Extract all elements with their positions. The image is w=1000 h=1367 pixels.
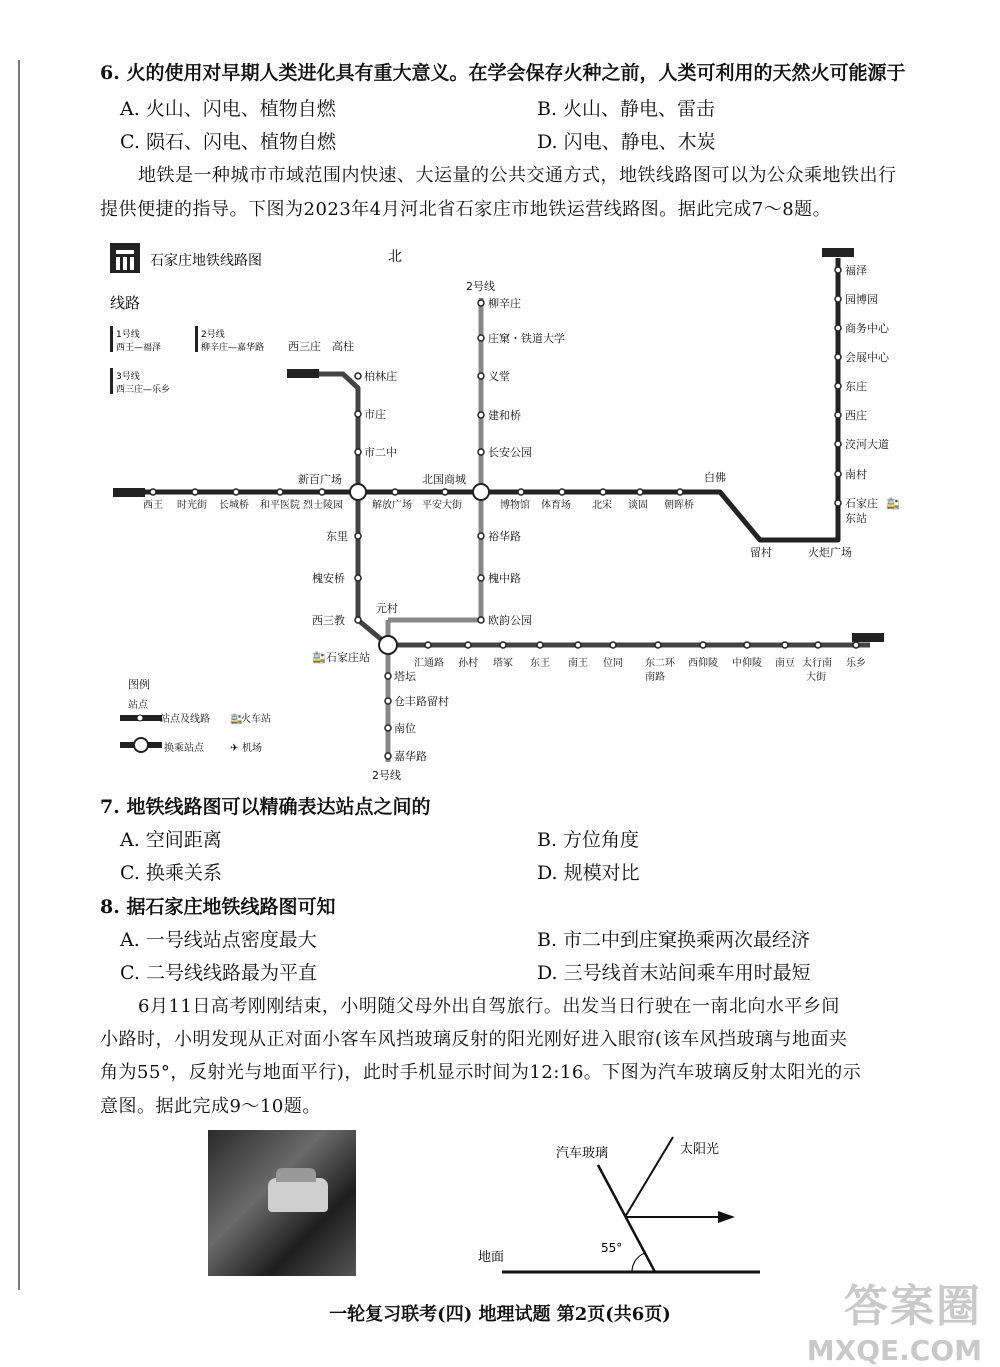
station-label: 南位 [394,722,416,735]
transfer-station-sjzzhan [379,636,397,654]
station-label: 白佛 [704,471,726,484]
legend-station: 站点 [128,700,148,711]
station-label: 东二环 [645,658,675,669]
diagram-ground-label: 地面 [478,1250,505,1265]
station-label: 南村 [845,468,867,481]
station-label: 市庄 [364,408,386,421]
station-label: 商务中心 [845,322,889,335]
lines-title: 线路 [110,294,141,312]
car-image [268,1178,328,1212]
arrow-head-icon [718,1211,735,1223]
metro-logo-icon [110,243,140,273]
car-photo [208,1130,356,1276]
station-label: 西三庄 [288,340,321,353]
station-label: 柳辛庄 [488,297,521,310]
station-label: 南王 [568,658,588,669]
station-label: 太行南 [802,658,832,669]
legend-line2-route: 柳辛庄—嘉华路 [201,343,265,353]
station-label: 大街 [806,672,826,683]
station-label: 西三教 [312,614,345,627]
station-label: 位同 [603,658,623,669]
legend-line1-name: 1号线 [116,330,140,340]
station-label: 裕华路 [488,530,521,543]
station-label: 园博园 [845,293,878,306]
north-label: 北 [388,249,402,265]
q7-option-b: B. 方位角度 [537,829,640,851]
intro910-line4: 意图。据此完成9～10题。 [100,1096,321,1117]
diagram-angle-label: 55° [601,1241,623,1255]
legend-station-line: 站点及线路 [160,714,210,725]
legend-line3-route: 西三庄—乐乡 [116,385,171,395]
transfer-station-xinbai [350,484,366,500]
station-label: 解放广场 [372,500,412,511]
intro78-line2: 提供便捷的指导。下图为2023年4月河北省石家庄市地铁运营线路图。据此完成7～8题。 [100,199,832,220]
legend-transfer: 换乘站点 [164,743,204,754]
station-label: 洨河大道 [845,438,889,451]
station-label: 柏林庄 [364,370,397,383]
line2-top-label: 2号线 [466,280,495,293]
station-label: 长安公园 [488,446,532,459]
station-label: 火炬广场 [808,546,852,559]
station-label: 长城桥 [219,500,249,511]
reflection-diagram [470,1125,770,1285]
station-label: 西庄 [845,409,867,422]
station-label: 东王 [530,658,550,669]
q6-stem: 6. 火的使用对早期人类进化具有重大意义。在学会保存火种之前，人类可利用的天然火可能源于 [100,62,906,84]
legend-line2-name: 2号线 [201,330,225,340]
page-footer: 一轮复习联考(四) 地理试题 第2页(共6页) [329,1304,671,1325]
legend-line3-name: 3号线 [116,372,140,382]
train-station-icon: 🚉 [230,714,243,725]
legend-title: 图例 [128,678,150,691]
intro910-line2: 小路时，小明发现从正对面小客车风挡玻璃反射的阳光刚好进入眼帘(该车风挡玻璃与地面夹 [100,1029,848,1050]
airport-icon: ✈ [230,743,239,754]
station-label: 欧韵公园 [488,614,532,627]
q7-stem: 7. 地铁线路图可以精确表达站点之间的 [100,796,431,818]
q6-option-d: D. 闪电、静电、木炭 [537,131,716,153]
sunlight-ray [625,1137,673,1217]
train-station-icon: 🚉 [312,651,326,664]
legend-train: 火车站 [241,714,271,725]
station-label: 东站 [845,512,867,525]
station-label: 西仰陵 [688,658,718,669]
station-label: 建和桥 [488,409,521,422]
station-label: 塔坛 [394,670,416,683]
legend-line1-route: 西王—福泽 [116,343,162,353]
legend-transfer-symbol [134,738,148,752]
station-label: 塔冢 [493,658,513,669]
station-label: 南豆 [775,658,795,669]
q7-option-c: C. 换乘关系 [120,862,222,884]
station-label: 福泽 [845,264,867,277]
angle-arc [632,1253,645,1272]
station-label: 汇通路 [414,658,444,669]
station-label: 孙村 [458,658,478,669]
line2-bottom-label: 2号线 [372,769,401,782]
station-label: 留村 [750,546,772,559]
intro910-line3: 角为55°，反射光与地面平行)，此时手机显示时间为12:16。下图为汽车玻璃反射太阳光的示 [100,1062,862,1083]
station-label: 西王 [143,500,163,511]
station-label: 市二中 [364,446,397,459]
station-label: 北宋 [592,500,612,511]
station-label: 仓丰路留村 [394,695,449,708]
station-label: 和平医院 [260,500,300,511]
station-label: 朝晖桥 [664,500,694,511]
intro910-line1: 6月11日高考刚刚结束，小明随父母外出自驾旅行。出发当日行驶在一南北向水平乡间 [138,996,840,1017]
intro78-line1: 地铁是一种城市市域范围内快速、大运量的公共交通方式，地铁线路图可以为公众乘地铁出行 [138,165,897,186]
q8-option-c: C. 二号线线路最为平直 [120,962,317,984]
train-station-icon: 🚉 [886,497,900,510]
q8-option-a: A. 一号线站点密度最大 [120,929,317,951]
legend-airport: 机场 [242,743,262,754]
station-label: 乐乡 [846,658,866,669]
station-label: 中仰陵 [732,658,762,669]
diagram-glass-label: 汽车玻璃 [556,1146,609,1161]
station-label: 槐安桥 [312,572,345,585]
station-label: 高柱 [332,340,354,353]
station-label: 新百广场 [298,473,342,486]
transfer-station-beiguo [473,484,489,500]
station-label: 石家庄站 [326,651,370,664]
station-label: 谈固 [628,500,648,511]
q7-option-d: D. 规模对比 [537,862,640,884]
q8-stem: 8. 据石家庄地铁线路图可知 [100,896,336,918]
q7-option-a: A. 空间距离 [120,829,222,851]
q8-option-d: D. 三号线首末站间乘车用时最短 [537,962,811,984]
station-label: 平安大街 [422,500,462,511]
diagram-sunlight-label: 太阳光 [680,1142,720,1157]
station-label: 体育场 [541,500,571,511]
station-label: 烈士陵园 [303,500,343,511]
q6-option-c: C. 陨石、闪电、植物自燃 [120,131,336,153]
station-label: 北国商城 [422,473,466,486]
station-label: 槐中路 [488,572,521,585]
q6-option-b: B. 火山、静电、雷击 [537,98,716,120]
line2-track [388,298,481,620]
map-title: 石家庄地铁线路图 [150,253,262,269]
station-label: 东庄 [845,380,867,393]
station-label: 嘉华路 [394,750,427,763]
station-label: 元村 [376,602,398,615]
station-label: 南路 [645,672,665,683]
station-label: 博物馆 [500,500,530,511]
station-label: 时光街 [177,500,207,511]
station-label: 会展中心 [845,351,889,364]
watermark-cn: 答案圈 [844,1281,982,1332]
station-label: 石家庄 [845,497,878,510]
watermark-url: MXQE.COM [806,1334,982,1367]
station-label: 义堂 [488,370,510,383]
q6-option-a: A. 火山、闪电、植物自燃 [120,98,336,120]
station-label: 庄窠・铁道大学 [488,332,565,345]
station-label: 东里 [326,530,348,543]
q8-option-b: B. 市二中到庄窠换乘两次最经济 [537,929,811,951]
